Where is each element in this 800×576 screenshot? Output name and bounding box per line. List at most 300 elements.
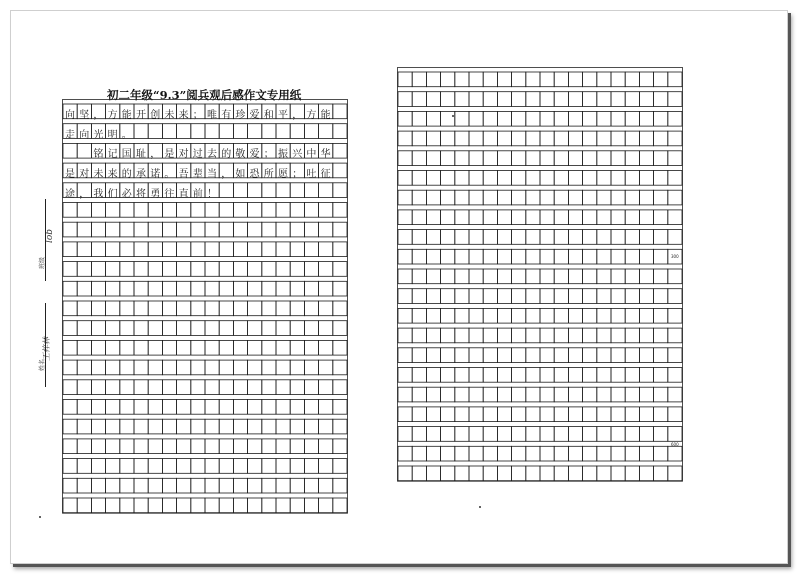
grid-cell (162, 203, 176, 218)
grid-cell (654, 387, 668, 402)
grid-cell (219, 203, 233, 218)
grid-cell (63, 262, 77, 277)
grid-cell (426, 446, 440, 461)
grid-cell (639, 111, 653, 126)
grid-cell (233, 498, 247, 513)
grid-cell (177, 203, 191, 218)
scan-speck (39, 516, 41, 518)
handwritten-char: 承 (136, 169, 146, 181)
grid-cell (426, 328, 440, 343)
grid-cell (77, 203, 91, 218)
grid-cell (304, 281, 318, 296)
grid-cell (276, 281, 290, 296)
grid-cell (319, 203, 333, 218)
grid-cell (426, 190, 440, 205)
grid-cell (540, 328, 554, 343)
grid-cell (333, 104, 347, 119)
grid-cell (205, 400, 219, 415)
grid-cell (276, 360, 290, 375)
grid-cell (412, 466, 426, 481)
grid-cell (233, 262, 247, 277)
grid-cell (639, 407, 653, 422)
grid-cell (583, 230, 597, 245)
grid-cell (262, 281, 276, 296)
grid-cell (219, 498, 233, 513)
grid-cell (441, 92, 455, 107)
grid-cell (248, 498, 262, 513)
grid-row (63, 301, 347, 316)
handwritten-char: 愿 (278, 169, 288, 181)
handwritten-char: 能 (121, 110, 132, 121)
grid-cell (639, 151, 653, 166)
grid-cell (583, 72, 597, 87)
grid-cell (554, 92, 568, 107)
grid-cell (526, 151, 540, 166)
grid-cell (668, 446, 682, 461)
grid-cell (583, 131, 597, 146)
grid-cell (134, 262, 148, 277)
grid-cell (134, 301, 148, 316)
grid-cell (540, 407, 554, 422)
grid-cell (668, 210, 682, 225)
grid-cell (191, 400, 205, 415)
grid-cell (469, 308, 483, 323)
grid-cell (248, 183, 262, 198)
grid-cell (483, 328, 497, 343)
grid-cell (469, 131, 483, 146)
grid-cell (290, 400, 304, 415)
grid-cell (120, 321, 134, 336)
grid-cell (63, 419, 77, 434)
grid-cell (134, 321, 148, 336)
grid-cell (611, 230, 625, 245)
grid-row (398, 308, 682, 323)
grid-row (398, 328, 682, 343)
grid-cell (583, 190, 597, 205)
grid-cell (469, 210, 483, 225)
grid-cell (233, 478, 247, 493)
grid-cell (120, 459, 134, 474)
grid-cell (290, 242, 304, 257)
grid-cell (290, 380, 304, 395)
grid-cell (455, 289, 469, 304)
grid-cell (205, 380, 219, 395)
handwritten-char: 去 (207, 149, 217, 161)
grid-cell (426, 269, 440, 284)
grid-cell (668, 427, 682, 442)
grid-cell (597, 368, 611, 383)
grid-cell (412, 131, 426, 146)
grid-cell (134, 419, 148, 434)
grid-cell (639, 190, 653, 205)
grid-cell (483, 466, 497, 481)
handwritten-char: 途 (65, 188, 75, 200)
grid-cell (191, 360, 205, 375)
grid-cell (554, 308, 568, 323)
grid-cell (398, 328, 412, 343)
grid-cell (91, 459, 105, 474)
grid-cell (639, 446, 653, 461)
grid-cell (668, 407, 682, 422)
grid-cell (554, 210, 568, 225)
grid-cell (654, 446, 668, 461)
grid-cell (162, 459, 176, 474)
grid-cell (441, 72, 455, 87)
grid-cell (568, 407, 582, 422)
grid-cell (333, 242, 347, 257)
grid-cell (319, 439, 333, 454)
grid-cell (597, 111, 611, 126)
grid-cell (304, 321, 318, 336)
grid-cell (63, 242, 77, 257)
grid-cell (248, 419, 262, 434)
grid-cell (654, 348, 668, 363)
grid-cell (469, 407, 483, 422)
grid-cell (91, 222, 105, 237)
grid-cell (583, 446, 597, 461)
grid-cell (120, 360, 134, 375)
grid-cell (483, 348, 497, 363)
grid-cell (426, 210, 440, 225)
grid-cell (177, 321, 191, 336)
grid-cell (319, 321, 333, 336)
grid-cell (106, 439, 120, 454)
grid-cell (597, 190, 611, 205)
grid-row (63, 242, 347, 257)
grid-cell (248, 340, 262, 355)
handwritten-char: 振 (278, 149, 288, 161)
grid-cell (106, 281, 120, 296)
grid-cell (611, 190, 625, 205)
handwritten-char: 的 (221, 149, 232, 161)
grid-cell (512, 446, 526, 461)
grid-cell (177, 222, 191, 237)
grid-cell (654, 171, 668, 186)
grid-cell (233, 439, 247, 454)
grid-cell (568, 171, 582, 186)
grid-cell (333, 400, 347, 415)
grid-cell (469, 72, 483, 87)
grid-cell (148, 321, 162, 336)
grid-cell (319, 124, 333, 139)
handwritten-char: 所 (263, 169, 274, 181)
grid-cell (441, 269, 455, 284)
grid-cell (426, 151, 440, 166)
grid-cell (162, 419, 176, 434)
grid-cell (625, 446, 639, 461)
handwritten-char: 明 (107, 129, 118, 141)
grid-cell (441, 387, 455, 402)
grid-cell (177, 124, 191, 139)
grid-cell (483, 407, 497, 422)
handwritten-char: 的 (121, 169, 132, 181)
grid-cell (568, 92, 582, 107)
grid-cell (290, 124, 304, 139)
grid-cell (106, 242, 120, 257)
grid-cell (333, 340, 347, 355)
grid-cell (654, 427, 668, 442)
grid-cell (219, 478, 233, 493)
grid-row (398, 387, 682, 402)
grid-cell (441, 407, 455, 422)
grid-cell (654, 151, 668, 166)
grid-cell (625, 368, 639, 383)
grid-cell (177, 360, 191, 375)
grid-cell (469, 328, 483, 343)
grid-cell (233, 124, 247, 139)
grid-cell (526, 131, 540, 146)
grid-cell (120, 281, 134, 296)
handwritten-char: ； (192, 110, 203, 121)
grid-cell (639, 92, 653, 107)
grid-cell (262, 380, 276, 395)
grid-cell (319, 360, 333, 375)
handwritten-char: 我 (93, 188, 104, 200)
grid-cell (639, 269, 653, 284)
grid-cell (205, 301, 219, 316)
grid-cell (304, 478, 318, 493)
grid-cell (63, 439, 77, 454)
grid-cell (276, 262, 290, 277)
grid-cell (568, 249, 582, 264)
grid-cell (333, 498, 347, 513)
grid-cell (483, 308, 497, 323)
grid-cell (654, 466, 668, 481)
grid-cell (597, 171, 611, 186)
grid-cell (554, 466, 568, 481)
grid-cell (398, 466, 412, 481)
grid-cell (611, 368, 625, 383)
grid-cell (526, 111, 540, 126)
grid-cell (441, 368, 455, 383)
grid-cell (333, 419, 347, 434)
grid-cell (441, 466, 455, 481)
handwritten-char: 恐 (249, 169, 260, 181)
grid-row (63, 203, 347, 218)
grid-cell (512, 230, 526, 245)
grid-cell (455, 131, 469, 146)
grid-cell (554, 249, 568, 264)
grid-cell (568, 190, 582, 205)
grid-cell (668, 92, 682, 107)
grid-cell (554, 269, 568, 284)
grid-cell (276, 301, 290, 316)
grid-cell (262, 183, 276, 198)
grid-cell (319, 400, 333, 415)
grid-row (63, 459, 347, 474)
grid-cell (304, 380, 318, 395)
grid-cell (455, 269, 469, 284)
grid-cell (639, 210, 653, 225)
grid-cell (668, 190, 682, 205)
grid-cell (262, 459, 276, 474)
grid-cell (426, 427, 440, 442)
grid-cell (177, 380, 191, 395)
grid-cell (540, 269, 554, 284)
grid-cell (526, 92, 540, 107)
handwritten-char: 能 (320, 110, 331, 121)
grid-cell (554, 111, 568, 126)
grid-cell (91, 380, 105, 395)
grid-cell (148, 419, 162, 434)
grid-cell (177, 459, 191, 474)
grid-cell (398, 72, 412, 87)
grid-cell (668, 466, 682, 481)
grid-cell (668, 131, 682, 146)
grid-cell (398, 210, 412, 225)
grid-cell (219, 459, 233, 474)
grid-cell (248, 203, 262, 218)
sheet-title: 初二年级“9.3”阅兵观后感作文专用纸 (107, 88, 302, 102)
grid-cell (91, 400, 105, 415)
grid-cell (611, 151, 625, 166)
grid-cell (219, 380, 233, 395)
name-field-line (45, 303, 46, 387)
grid-cell (248, 439, 262, 454)
grid-cell (412, 249, 426, 264)
grid-cell (177, 478, 191, 493)
handwritten-char: 将 (136, 188, 146, 200)
grid-cell (568, 387, 582, 402)
grid-cell (668, 348, 682, 363)
grid-cell (304, 183, 318, 198)
grid-row (398, 466, 682, 481)
grid-cell (262, 478, 276, 493)
grid-row (398, 190, 682, 205)
grid-cell (134, 203, 148, 218)
handwritten-char: ； (263, 149, 274, 161)
grid-cell (469, 348, 483, 363)
grid-cell (554, 427, 568, 442)
count-mark-600: 600 (671, 442, 679, 447)
grid-cell (455, 230, 469, 245)
grid-cell (304, 419, 318, 434)
grid-cell (106, 360, 120, 375)
grid-cell (205, 498, 219, 513)
grid-cell (304, 222, 318, 237)
grid-cell (611, 210, 625, 225)
grid-cell (554, 328, 568, 343)
grid-cell (319, 222, 333, 237)
grid-cell (583, 328, 597, 343)
grid-cell (512, 328, 526, 343)
grid-cell (526, 328, 540, 343)
grid-cell (412, 171, 426, 186)
class-field-label: 班级 (39, 256, 46, 269)
grid-cell (597, 151, 611, 166)
grid-cell (333, 360, 347, 375)
grid-cell (63, 380, 77, 395)
grid-cell (77, 242, 91, 257)
grid-cell (191, 301, 205, 316)
grid-cell (540, 308, 554, 323)
grid-cell (597, 210, 611, 225)
grid-cell (583, 171, 597, 186)
grid-cell (398, 190, 412, 205)
grid-cell (398, 387, 412, 402)
grid-cell (398, 348, 412, 363)
grid-cell (233, 400, 247, 415)
grid-cell (668, 111, 682, 126)
grid-cell (625, 289, 639, 304)
grid-cell (426, 230, 440, 245)
grid-cell (512, 308, 526, 323)
grid-cell (426, 368, 440, 383)
grid-row (398, 249, 682, 264)
grid-cell (597, 131, 611, 146)
grid-row (63, 340, 347, 355)
grid-cell (304, 203, 318, 218)
grid-cell (120, 222, 134, 237)
grid-cell (483, 269, 497, 284)
grid-row (63, 321, 347, 336)
grid-cell (191, 498, 205, 513)
grid-cell (497, 171, 511, 186)
handwritten-char: ， (150, 149, 161, 161)
grid-cell (483, 427, 497, 442)
handwritten-char: 开 (136, 110, 146, 121)
grid-cell (398, 427, 412, 442)
grid-cell (162, 380, 176, 395)
grid-cell (319, 340, 333, 355)
grid-cell (611, 308, 625, 323)
grid-cell (512, 171, 526, 186)
grid-cell (483, 151, 497, 166)
grid-cell (625, 111, 639, 126)
grid-cell (191, 321, 205, 336)
handwritten-char: 珍 (235, 110, 246, 121)
grid-cell (497, 92, 511, 107)
grid-cell (148, 400, 162, 415)
grid-cell (205, 439, 219, 454)
grid-cell (497, 249, 511, 264)
handwritten-char: ， (93, 110, 104, 121)
grid-row (63, 439, 347, 454)
grid-cell (426, 407, 440, 422)
grid-cell (497, 308, 511, 323)
grid-cell (526, 171, 540, 186)
grid-cell (526, 230, 540, 245)
grid-cell (455, 210, 469, 225)
grid-cell (654, 131, 668, 146)
grid-cell (625, 427, 639, 442)
grid-cell (455, 249, 469, 264)
grid-cell (625, 249, 639, 264)
grid-cell (91, 360, 105, 375)
grid-cell (319, 301, 333, 316)
grid-cell (554, 348, 568, 363)
grid-cell (625, 466, 639, 481)
grid-cell (483, 92, 497, 107)
grid-cell (248, 301, 262, 316)
grid-cell (512, 210, 526, 225)
grid-cell (233, 301, 247, 316)
grid-cell (583, 368, 597, 383)
grid-cell (412, 328, 426, 343)
grid-cell (205, 242, 219, 257)
grid-cell (248, 242, 262, 257)
grid-row (398, 446, 682, 461)
grid-cell (205, 262, 219, 277)
grid-cell (63, 360, 77, 375)
grid-cell (568, 230, 582, 245)
grid-cell (304, 400, 318, 415)
grid-cell (177, 301, 191, 316)
grid-cell (554, 230, 568, 245)
grid-cell (290, 340, 304, 355)
grid-cell (426, 289, 440, 304)
left-writing-grid (62, 99, 354, 517)
